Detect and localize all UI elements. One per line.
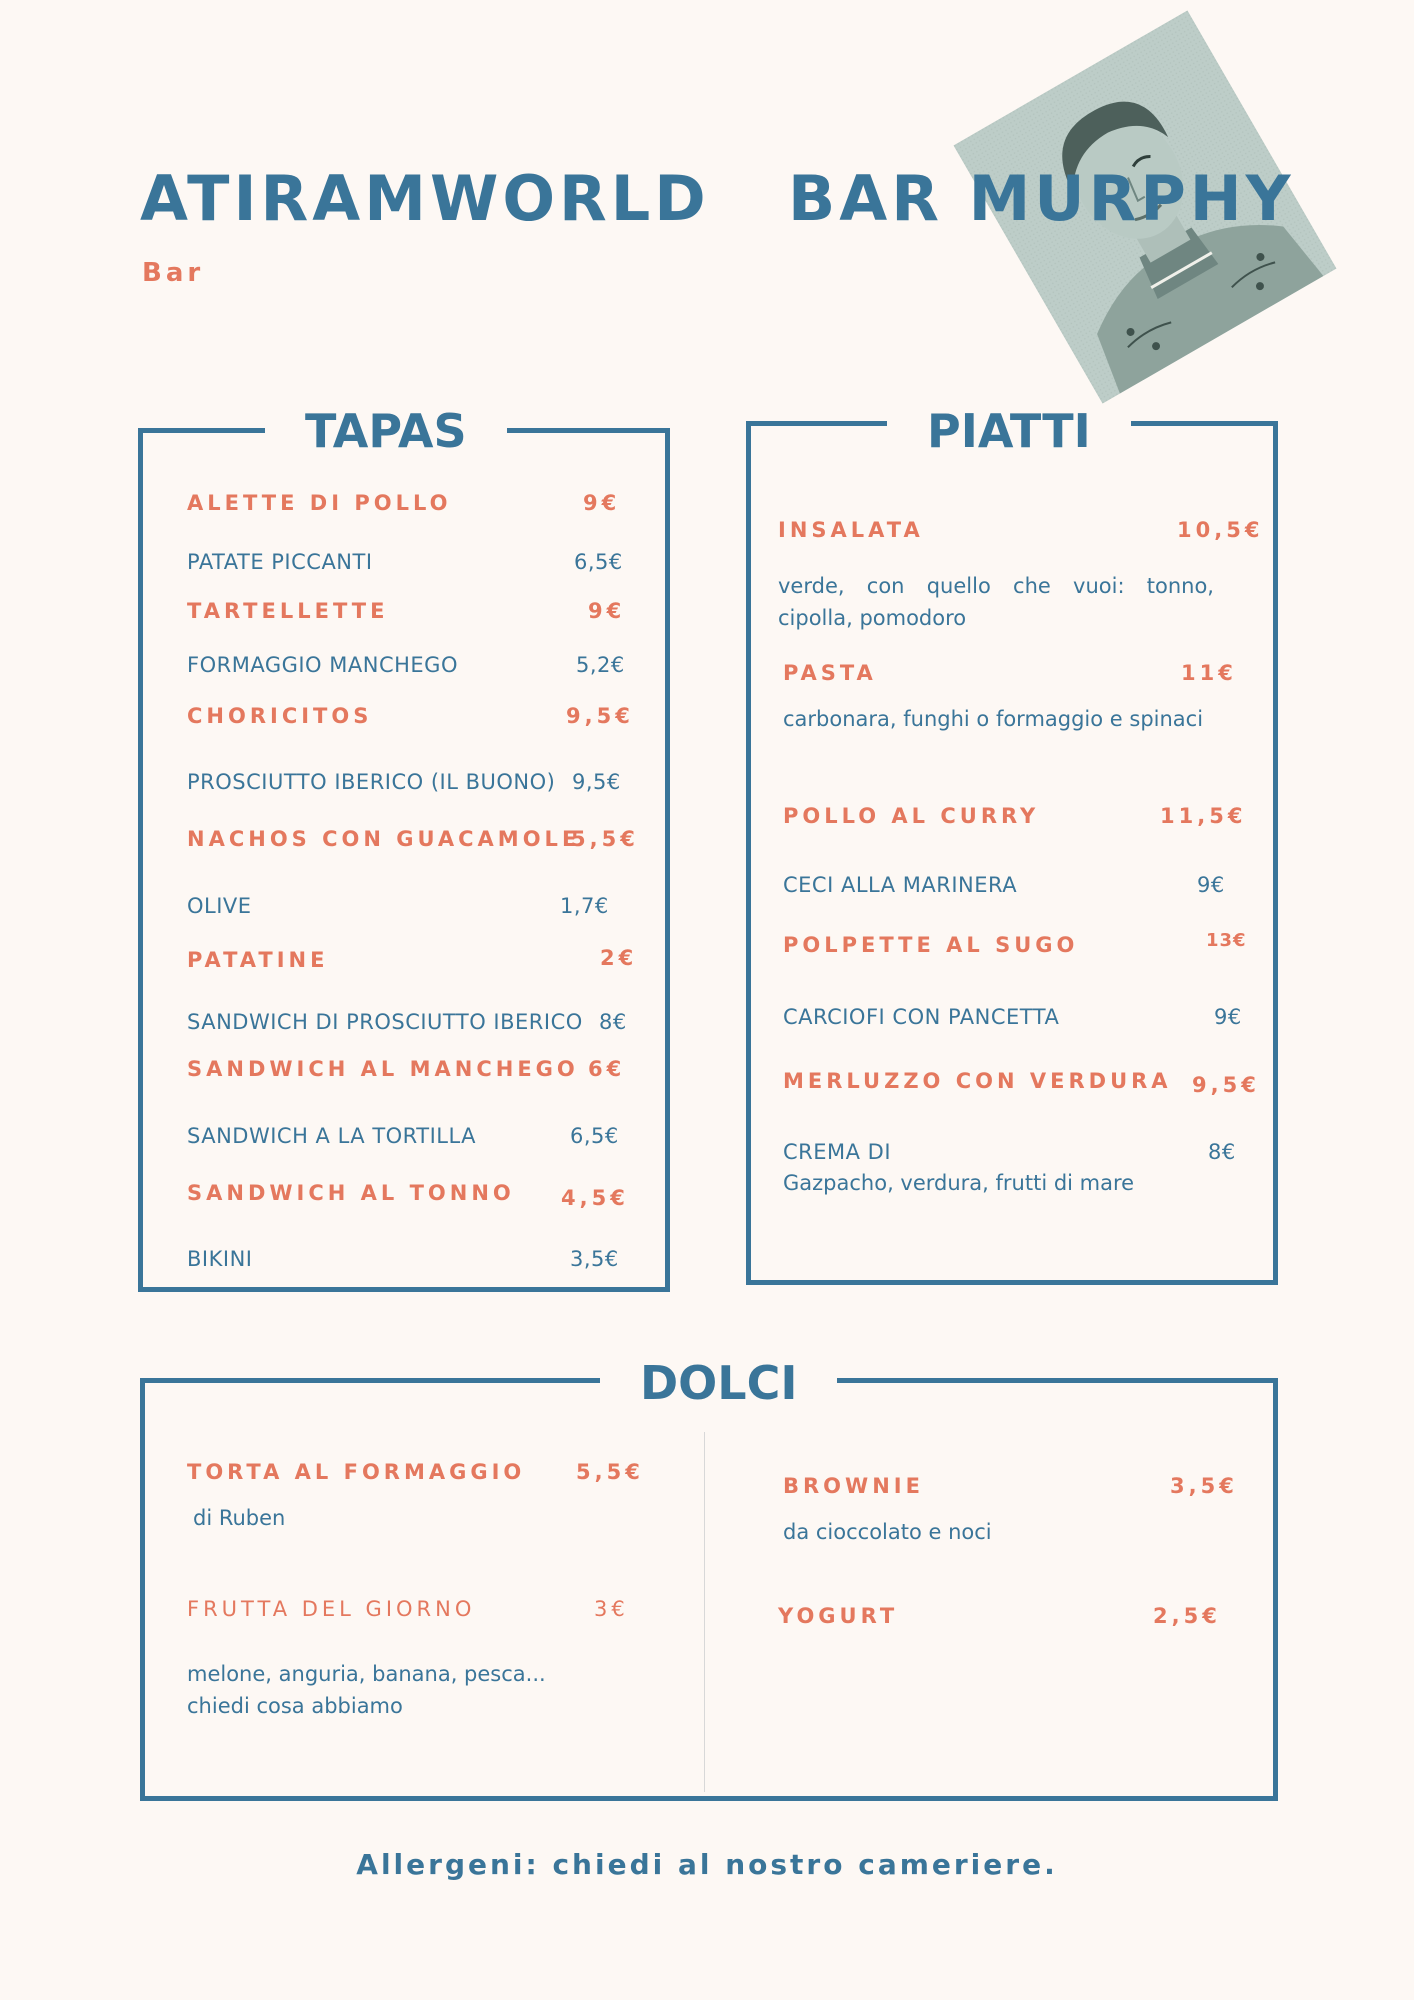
tapas-item-name: SANDWICH DI PROSCIUTTO IBERICO bbox=[187, 1010, 583, 1034]
piatti-item-price: 9€ bbox=[1197, 873, 1225, 897]
piatti-item-name: CARCIOFI CON PANCETTA bbox=[783, 1005, 1060, 1029]
piatti-item-desc: Gazpacho, verdura, frutti di mare bbox=[783, 1171, 1135, 1195]
tapas-item-price: 6,5€ bbox=[574, 550, 623, 574]
piatti-item-name: MERLUZZO CON VERDURA bbox=[783, 1069, 1172, 1093]
tapas-item-name: BIKINI bbox=[187, 1247, 253, 1271]
tapas-item-price: 5,2€ bbox=[576, 653, 625, 677]
tapas-item-name: PATATE PICCANTI bbox=[187, 550, 373, 574]
allergen-note: Allergeni: chiedi al nostro cameriere. bbox=[356, 1848, 1058, 1881]
tapas-title: TAPAS bbox=[265, 403, 507, 459]
tapas-item-price: 6,5€ bbox=[570, 1124, 619, 1148]
tapas-item-price: 2€ bbox=[600, 946, 638, 970]
dolci-item-name: YOGURT bbox=[778, 1604, 899, 1628]
dolci-item-desc: di Ruben bbox=[193, 1506, 286, 1530]
piatti-item-name: POLLO AL CURRY bbox=[783, 804, 1040, 828]
tapas-item-price: 9€ bbox=[583, 491, 621, 515]
piatti-item-name: POLPETTE AL SUGO bbox=[783, 933, 1079, 957]
dolci-item-price: 5,5€ bbox=[576, 1460, 644, 1484]
tapas-item-name: FORMAGGIO MANCHEGO bbox=[187, 653, 458, 677]
tapas-item-name: CHORICITOS bbox=[187, 704, 373, 728]
subtitle: Bar bbox=[142, 258, 205, 288]
dolci-section bbox=[140, 1356, 1278, 1801]
piatti-item-price: 9€ bbox=[1214, 1005, 1242, 1029]
dolci-item-price: 3,5€ bbox=[1170, 1474, 1238, 1498]
dolci-item-name: BROWNIE bbox=[783, 1474, 924, 1498]
tapas-item-name: TARTELLETTE bbox=[187, 599, 389, 623]
piatti-item-name: CREMA DI bbox=[783, 1140, 892, 1164]
piatti-item-price: 11€ bbox=[1181, 661, 1237, 685]
tapas-item-name: OLIVE bbox=[187, 894, 252, 918]
tapas-item-price: 9,5€ bbox=[566, 704, 634, 728]
dolci-item-desc: melone, anguria, banana, pesca... bbox=[187, 1662, 546, 1686]
tapas-item-price: 1,7€ bbox=[560, 894, 609, 918]
dolci-item-price: 2,5€ bbox=[1153, 1604, 1221, 1628]
tapas-item-name: SANDWICH AL MANCHEGO bbox=[187, 1057, 579, 1081]
tapas-item-name: SANDWICH AL TONNO bbox=[187, 1181, 515, 1205]
tapas-item-name: SANDWICH A LA TORTILLA bbox=[187, 1124, 477, 1148]
dolci-item-price: 3€ bbox=[594, 1597, 629, 1621]
piatti-item-name: CECI ALLA MARINERA bbox=[783, 873, 1018, 897]
tapas-item-price: 4,5€ bbox=[561, 1186, 629, 1210]
piatti-item-name: INSALATA bbox=[778, 518, 924, 542]
tapas-item-price: 6€ bbox=[588, 1057, 626, 1081]
title-atiramworld: ATIRAMWORLD bbox=[140, 162, 710, 235]
tapas-item-name: NACHOS CON GUACAMOLE bbox=[187, 827, 581, 851]
piatti-title: PIATTI bbox=[887, 403, 1131, 459]
dolci-item-name: TORTA AL FORMAGGIO bbox=[187, 1460, 526, 1484]
piatti-item-name: PASTA bbox=[783, 661, 877, 685]
piatti-item-price: 13€ bbox=[1206, 930, 1247, 951]
tapas-item-name: PROSCIUTTO IBERICO (IL BUONO) bbox=[187, 770, 556, 794]
tapas-item-name: ALETTE DI POLLO bbox=[187, 491, 452, 515]
dolci-item-desc: da cioccolato e noci bbox=[783, 1520, 992, 1544]
piatti-item-price: 9,5€ bbox=[1192, 1073, 1260, 1097]
tapas-item-price: 3,5€ bbox=[570, 1247, 619, 1271]
piatti-item-price: 11,5€ bbox=[1160, 804, 1247, 828]
tapas-item-price: 8€ bbox=[599, 1010, 627, 1034]
piatti-item-price: 8€ bbox=[1208, 1140, 1236, 1164]
dolci-column-divider bbox=[704, 1432, 705, 1792]
dolci-item-desc: chiedi cosa abbiamo bbox=[187, 1694, 403, 1718]
piatti-item-desc: carbonara, funghi o formaggio e spinaci bbox=[783, 707, 1204, 731]
title-bar-murphy: BAR MURPHY bbox=[788, 162, 1295, 235]
tapas-item-price: 5,5€ bbox=[571, 827, 639, 851]
tapas-item-price: 9,5€ bbox=[572, 770, 621, 794]
dolci-title: DOLCI bbox=[600, 1355, 837, 1411]
piatti-item-price: 10,5€ bbox=[1177, 518, 1264, 542]
piatti-item-desc: verde, con quello che vuoi: tonno, cipolla, pomodoro bbox=[778, 574, 1214, 630]
tapas-item-price: 9€ bbox=[588, 599, 626, 623]
tapas-item-name: PATATINE bbox=[187, 948, 329, 972]
dolci-item-name: FRUTTA DEL GIORNO bbox=[187, 1597, 476, 1621]
